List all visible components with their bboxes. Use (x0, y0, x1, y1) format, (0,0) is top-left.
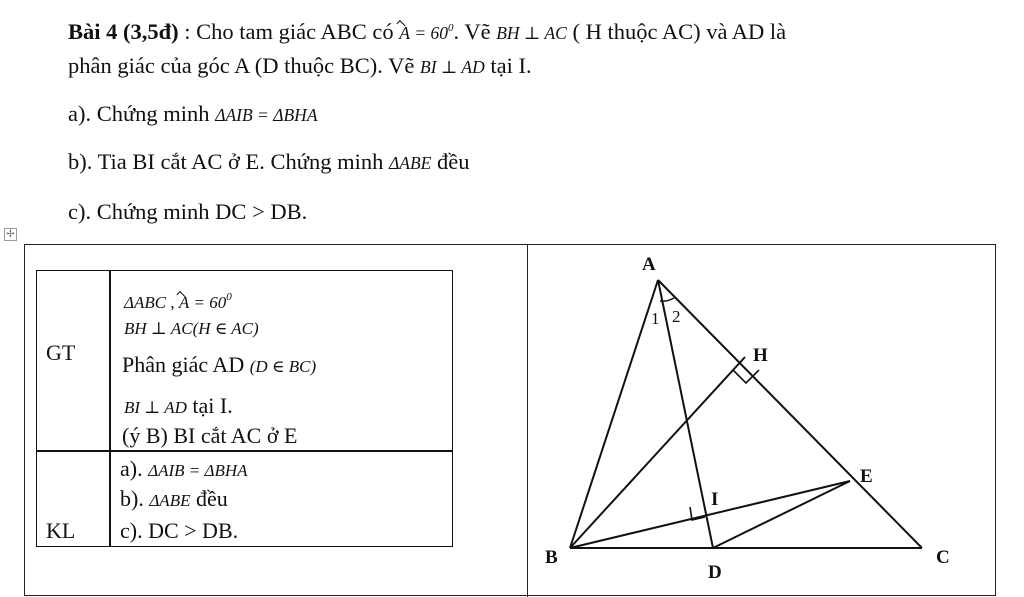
bh-perp-ac: BH ⊥ AC (496, 23, 567, 43)
gt-line-4: BI ⊥ AD tại I. (124, 393, 233, 418)
gt-line-1: ΔABC , $A = 60^0$ (124, 284, 232, 316)
label-a: A (642, 254, 656, 275)
kl-line-3: c). DC > DB. (120, 518, 239, 543)
label-d: D (708, 562, 722, 583)
label-c: C (936, 547, 950, 568)
gt-kl-table (36, 270, 453, 547)
gt-label: GT (46, 340, 76, 365)
angle-label-1: 1 (651, 309, 660, 328)
problem-heading: Bài 4 (3,5đ) (68, 19, 179, 44)
part-b: b). Tia BI cắt AC ở E. Chứng minh ΔABE đều (68, 149, 470, 174)
label-e: E (860, 466, 873, 487)
gt-line-3: Phân giác AD (D ∈ BC) (122, 352, 317, 377)
problem-line-2: phân giác của góc A (D thuộc BC). Vẽ BI ⊥ AD tại I. (68, 53, 532, 78)
label-b: B (545, 547, 558, 568)
gt-line-5: (ý B) BI cắt AC ở E (122, 423, 298, 448)
problem-line-1: Bài 4 (3,5đ) : Cho tam giác ABC có $A = 60^0$. Vẽ BH ⊥ AC ( H thuộc AC) và AD là (68, 14, 786, 47)
part-c: c). Chứng minh DC > DB. (68, 199, 308, 224)
kl-line-1: a). ΔAIB = ΔBHA (120, 456, 248, 481)
angle-a-expression: $A = 60^0$ (399, 23, 453, 43)
kl-line-2: b). ΔABE đều (120, 486, 228, 511)
label-h: H (753, 345, 768, 366)
part-a: a). Chứng minh ΔAIB = ΔBHA (68, 101, 318, 126)
move-anchor-icon[interactable]: ✢ (4, 228, 17, 241)
gt-line-2: BH ⊥ AC(H ∈ AC) (124, 319, 259, 338)
label-i: I (711, 489, 719, 510)
kl-label: KL (46, 518, 76, 543)
bi-perp-ad: BI ⊥ AD (420, 57, 485, 77)
angle-label-2: 2 (672, 307, 681, 326)
table-column-divider (527, 244, 528, 597)
